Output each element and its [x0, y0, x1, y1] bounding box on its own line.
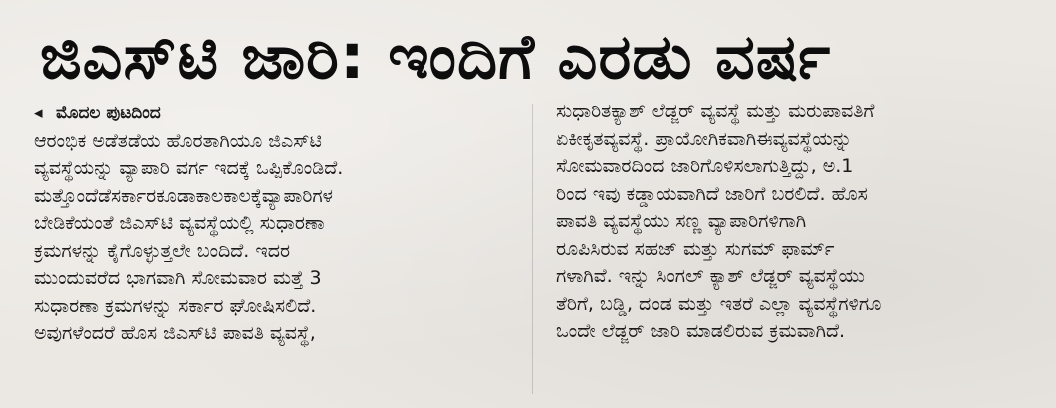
body-line: ಸೋಮವಾರದಿಂದ ಜಾರಿಗೊಳಿಸಲಾಗುತ್ತಿದ್ದು, ಅ.1: [556, 155, 854, 177]
body-line: ಮುಂದುವರೆದ ಭಾಗವಾಗಿ ಸೋಮವಾರ ಮತ್ತೆ 3: [34, 267, 322, 289]
body-line: ವ್ಯವಸ್ಥೆಯನ್ನು ವ್ಯಾಪಾರಿ ವರ್ಗ ಇದಕ್ಕೆ ಒಪ್ಪಿಕೊಂಡಿದೆ.: [34, 157, 344, 179]
body-line: ಒಂದೇ ಲೆಡ್ಜರ್ ಜಾರಿ ಮಾಡಲಿರುವ ಕ್ರಮವಾಗಿದೆ.: [556, 320, 846, 342]
body-line: ರಿಂದ ಇವು ಕಡ್ಡಾಯವಾಗಿದೆ ಜಾರಿಗೆ ಬರಲಿದೆ. ಹೊಸ: [556, 182, 868, 205]
jump-label: ಮೊದಲ ಪುಟದಿಂದ: [56, 103, 161, 123]
left-column: [34, 100, 504, 348]
body-line: ಪಾವತಿ ವ್ಯವಸ್ಥೆಯು ಸಣ್ಣ ವ್ಯಾಪಾರಿಗಳಿಗಾಗಿ: [556, 210, 807, 232]
body-line: ಆರಂಭಿಕ ಅಡೆತಡೆಯ ಹೊರತಾಗಿಯೂ ಜಿಎಸ್‌ಟಿ: [34, 129, 322, 152]
body-line: ಸುಧಾರಣಾ ಕ್ರಮಗಳನ್ನು ಸರ್ಕಾರ ಘೋಷಿಸಲಿದೆ.: [34, 294, 317, 317]
headline: ಜಿಎಸ್‌ಟಿ ಜಾರಿ: ಇಂದಿಗೆ ಎರಡು ವರ್ಷ: [40, 20, 832, 93]
right-column: [556, 98, 1026, 346]
body-line: ಏಕೀಕೃತವ್ಯವಸ್ಥೆ. ಪ್ರಾಯೋಗಿಕವಾಗಿಈವ್ಯವಸ್ಥೆಯನ್ನು: [556, 127, 852, 150]
jump-arrow-icon: ◂: [34, 103, 43, 123]
body-line: ತೆರಿಗೆ, ಬಡ್ಡಿ, ದಂಡ ಮತ್ತು ಇತರೆ ಎಲ್ಲಾ ವ್ಯವಸ್ಥೆಗಳಿಗೂ: [556, 292, 882, 315]
body-line: ಗಳಾಗಿವೆ. ಇನ್ನು ಸಿಂಗಲ್ ಕ್ಯಾಶ್ ಲೆಡ್ಜರ್ ವ್ಯವಸ್ಥೆಯು: [556, 265, 865, 287]
continued-from-front-page: [34, 100, 504, 128]
body-line: ಬೇಡಿಕೆಯಂತೆ ಜಿಎಸ್‌ಟಿ ವ್ಯವಸ್ಥೆಯಲ್ಲಿ ಸುಧಾರಣಾ: [34, 212, 325, 234]
column-divider: [532, 104, 533, 394]
body-line: ಅವುಗಳೆಂದರೆ ಹೊಸ ಜಿಎಸ್‌ಟಿ ಪಾವತಿ ವ್ಯವಸ್ಥೆ,: [34, 322, 316, 344]
body-line: ಸುಧಾರಿತಕ್ಯಾಶ್ ಲೆಡ್ಜರ್ ವ್ಯವಸ್ಥೆ ಮತ್ತು ಮರುಪಾವತಿಗೆ: [556, 100, 875, 122]
body-line: ಕ್ರಮಗಳನ್ನು ಕೈಗೊಳ್ಳುತ್ತಲೇ ಬಂದಿದೆ. ಇದರ: [34, 239, 291, 262]
body-line: ಮತ್ತೊಂದೆಡೆಸರ್ಕಾರಕೂಡಾಕಾಲಕಾಲಕ್ಕೆವ್ಯಾಪಾರಿಗಳ: [34, 184, 333, 207]
body-line: ರೂಪಿಸಿರುವ ಸಹಜ್ ಮತ್ತು ಸುಗಮ್ ಫಾರ್ಮ್: [556, 237, 835, 260]
